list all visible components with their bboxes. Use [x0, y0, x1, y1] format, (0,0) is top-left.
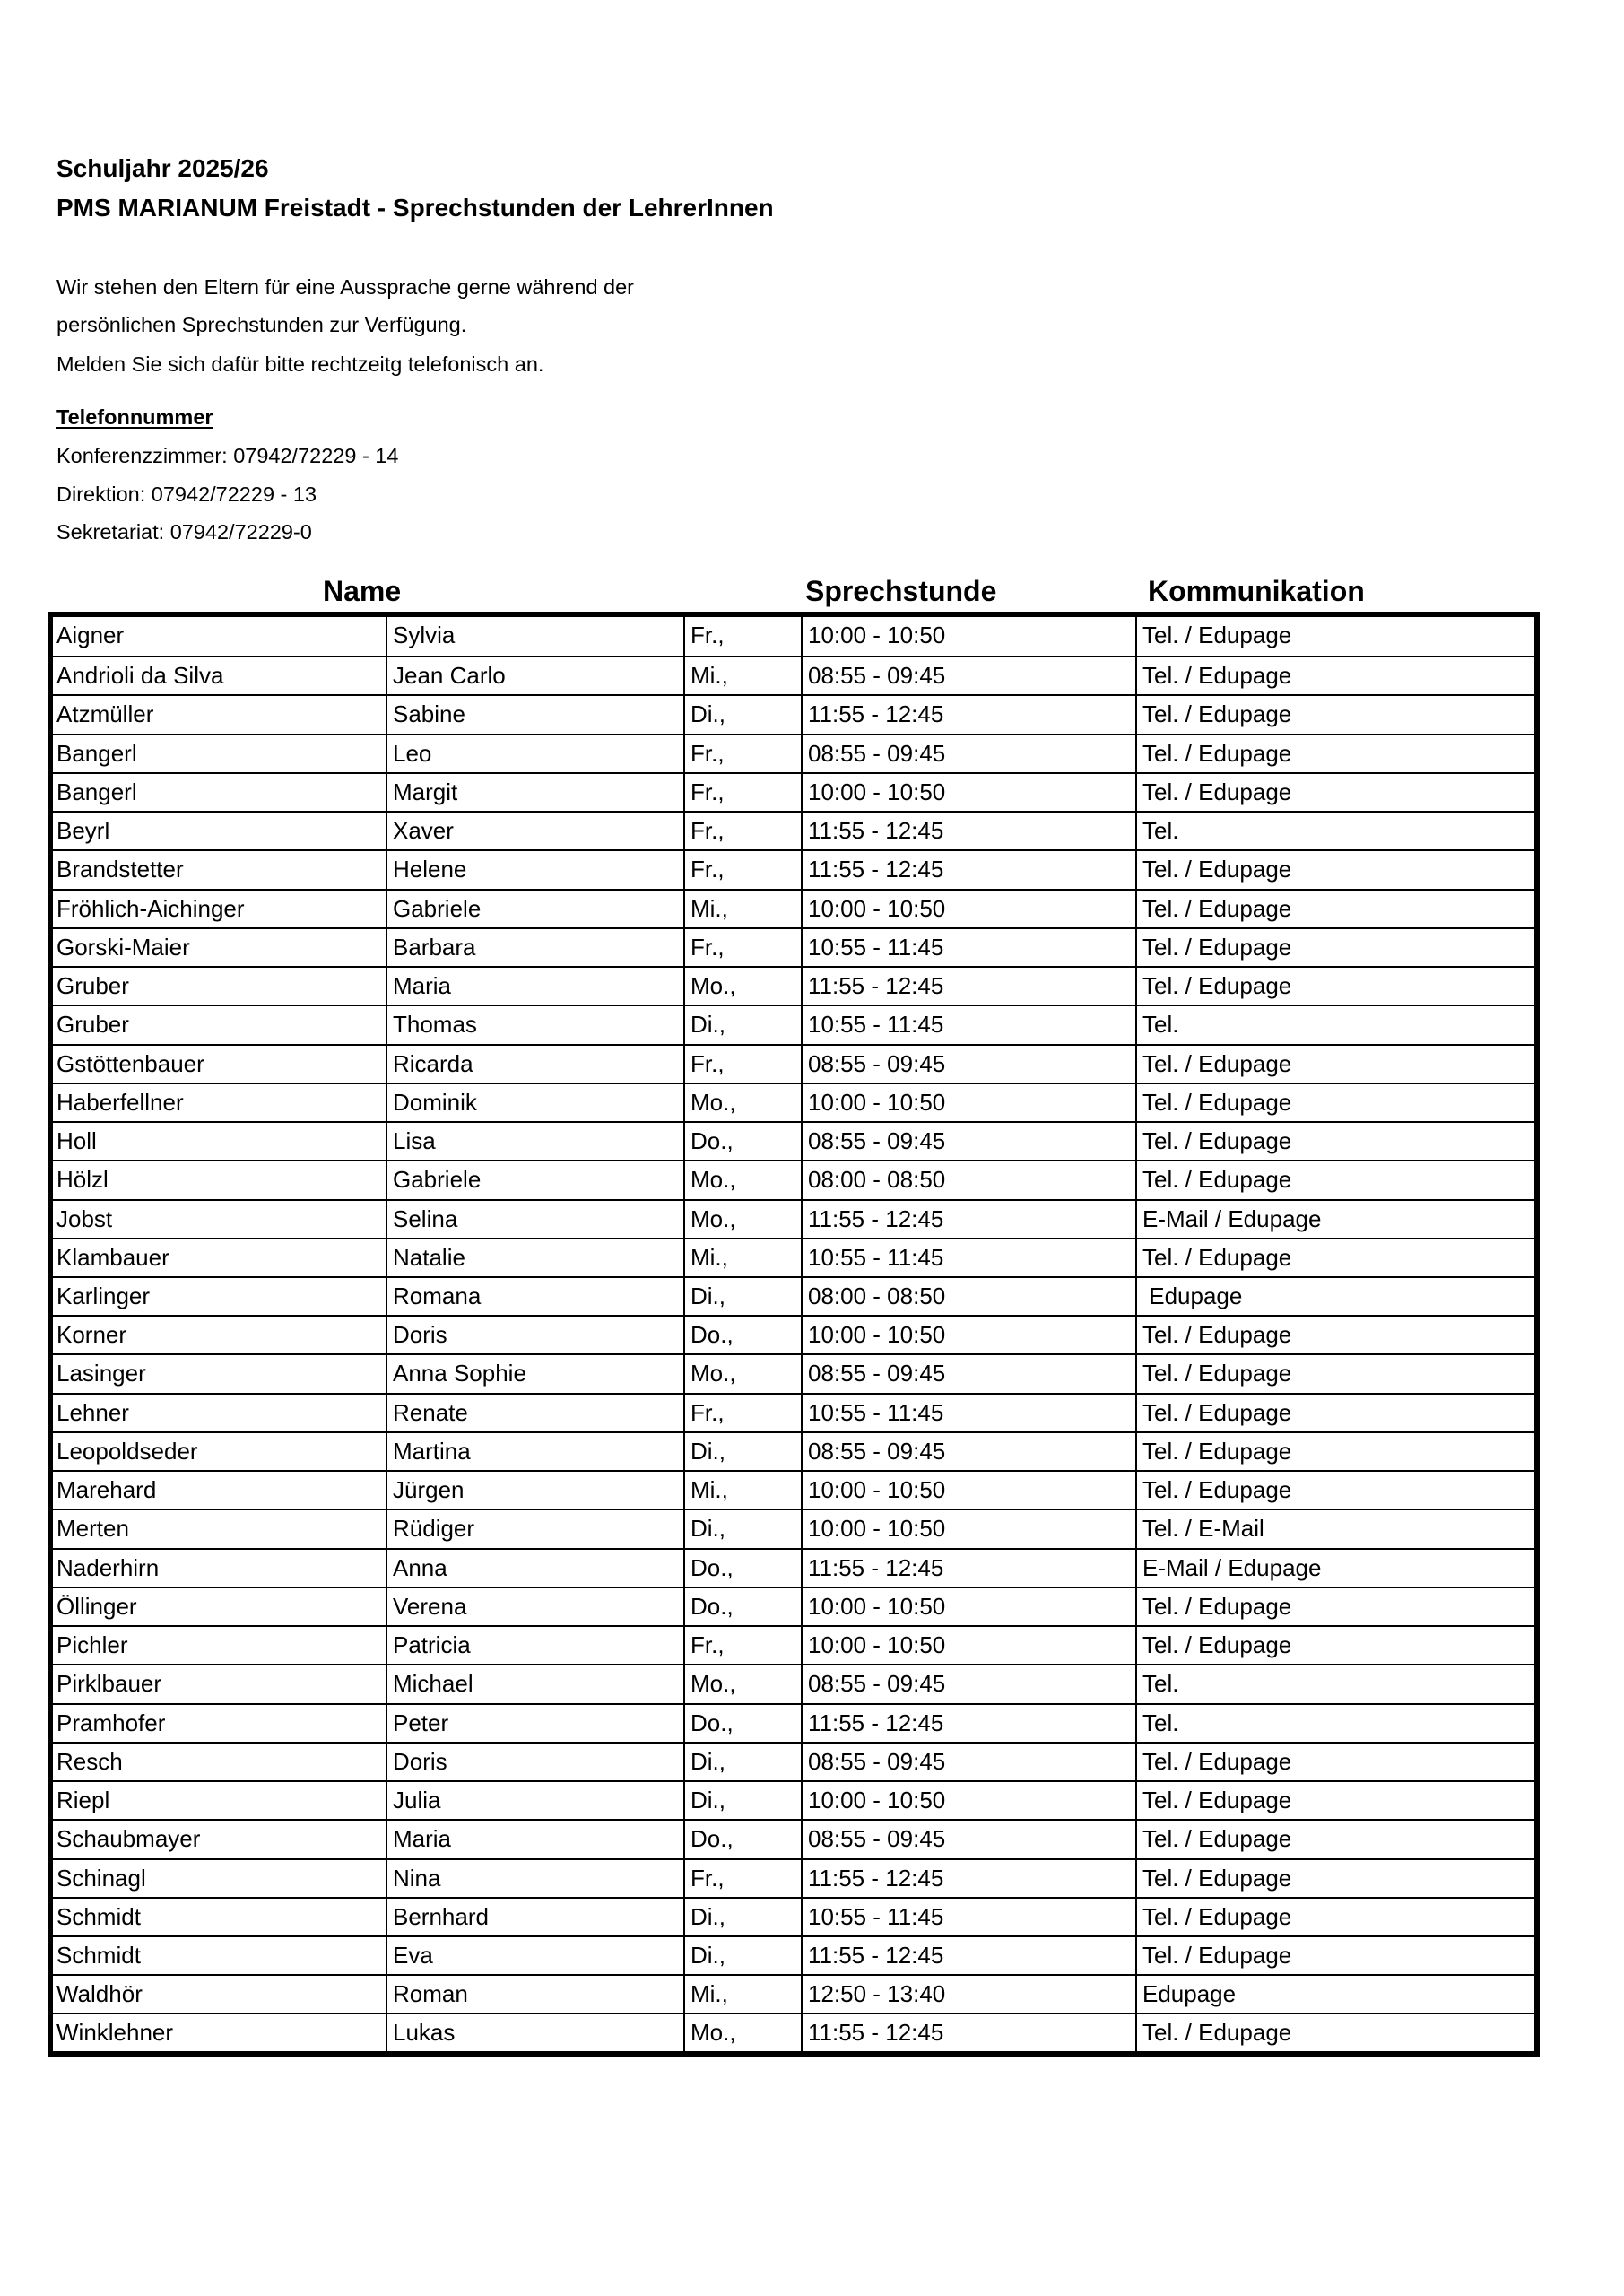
cell-last-name: Winklehner — [56, 2019, 174, 2047]
cell-last-name: Schmidt — [56, 1941, 141, 1969]
cell-first-name: Selina — [386, 1201, 683, 1238]
cell-communication: Tel. / Edupage — [1135, 1937, 1534, 1974]
cell-time: 11:55 - 12:45 — [801, 968, 1135, 1004]
cell-time: 08:55 - 09:45 — [801, 1433, 1135, 1470]
contact-line-sekretariat: Sekretariat: 07942/72229-0 — [56, 520, 312, 544]
cell-last-name: Beyrl — [56, 817, 110, 845]
cell-last-name: Schinagl — [56, 1864, 146, 1892]
cell-first-name: Martina — [386, 1433, 683, 1470]
cell-first-name: Maria — [386, 968, 683, 1004]
column-header-kommunikation: Kommunikation — [1148, 575, 1365, 607]
cell-first-name: Dominik — [386, 1084, 683, 1121]
cell-last-name: Pirklbauer — [56, 1670, 162, 1698]
cell-communication: Tel. / Edupage — [1135, 1627, 1534, 1664]
table-row — [53, 1315, 1534, 1353]
cell-first-name: Doris — [386, 1317, 683, 1353]
cell-communication: Tel. / Edupage — [1135, 696, 1534, 733]
cell-time: 08:55 - 09:45 — [801, 1821, 1135, 1857]
cell-last-name: Naderhirn — [56, 1553, 160, 1581]
cell-last-name: Korner — [56, 1321, 127, 1349]
cell-time: 10:55 - 11:45 — [801, 1239, 1135, 1276]
table-row — [53, 617, 1534, 656]
cell-last-name: Haberfellner — [56, 1088, 184, 1116]
cell-time: 11:55 - 12:45 — [801, 1860, 1135, 1897]
cell-day: Fr., — [683, 851, 801, 888]
cell-time: 11:55 - 12:45 — [801, 696, 1135, 733]
cell-time: 11:55 - 12:45 — [801, 2014, 1135, 2051]
cell-first-name: Helene — [386, 851, 683, 888]
cell-time: 10:55 - 11:45 — [801, 1006, 1135, 1043]
table-row — [53, 1664, 1534, 1702]
cell-time: 11:55 - 12:45 — [801, 813, 1135, 849]
table-row — [53, 1160, 1534, 1198]
cell-day: Mo., — [683, 1355, 801, 1392]
cell-time: 10:00 - 10:50 — [801, 1510, 1135, 1547]
cell-communication: Tel. — [1135, 1006, 1534, 1043]
cell-first-name: Gabriele — [386, 891, 683, 927]
cell-last-name: Riepl — [56, 1787, 110, 1814]
cell-time: 10:55 - 11:45 — [801, 929, 1135, 966]
cell-first-name: Patricia — [386, 1627, 683, 1664]
cell-day: Fr., — [683, 617, 801, 656]
cell-last-name: Leopoldseder — [56, 1437, 198, 1465]
cell-first-name: Verena — [386, 1588, 683, 1625]
cell-first-name: Lukas — [386, 2014, 683, 2051]
cell-first-name: Barbara — [386, 929, 683, 966]
cell-last-name: Bangerl — [56, 739, 137, 767]
table-row — [53, 656, 1534, 694]
cell-last-name: Karlinger — [56, 1282, 151, 1309]
cell-day: Do., — [683, 1550, 801, 1587]
cell-first-name: Maria — [386, 1821, 683, 1857]
cell-time: 10:55 - 11:45 — [801, 1395, 1135, 1431]
cell-communication: Tel. / Edupage — [1135, 929, 1534, 966]
cell-communication: Tel. / Edupage — [1135, 1046, 1534, 1083]
cell-time: 11:55 - 12:45 — [801, 1550, 1135, 1587]
cell-day: Di., — [683, 1006, 801, 1043]
cell-time: 10:00 - 10:50 — [801, 617, 1135, 656]
cell-communication: Tel. / Edupage — [1135, 1161, 1534, 1198]
cell-first-name: Roman — [386, 1976, 683, 2013]
intro-line: Wir stehen den Eltern für eine Aussprache gerne während der — [56, 275, 635, 299]
cell-day: Fr., — [683, 1627, 801, 1664]
cell-first-name: Sabine — [386, 696, 683, 733]
table-row — [53, 1548, 1534, 1587]
cell-time: 10:00 - 10:50 — [801, 1472, 1135, 1509]
cell-communication: Tel. — [1135, 1665, 1534, 1702]
table-row — [53, 1276, 1534, 1315]
cell-communication: Tel. / Edupage — [1135, 1084, 1534, 1121]
cell-day: Di., — [683, 1278, 801, 1315]
cell-last-name: Schmidt — [56, 1902, 141, 1930]
cell-day: Fr., — [683, 1860, 801, 1897]
cell-day: Do., — [683, 1123, 801, 1160]
cell-day: Mo., — [683, 1161, 801, 1198]
table-row — [53, 1470, 1534, 1509]
contact-line-direktion: Direktion: 07942/72229 - 13 — [56, 483, 317, 506]
cell-last-name: Brandstetter — [56, 856, 184, 883]
cell-communication: Tel. / Edupage — [1135, 1782, 1534, 1819]
cell-day: Di., — [683, 1433, 801, 1470]
cell-communication: Tel. / Edupage — [1135, 1395, 1534, 1431]
cell-first-name: Anna Sophie — [386, 1355, 683, 1392]
cell-last-name: Waldhör — [56, 1980, 143, 2008]
cell-time: 10:00 - 10:50 — [801, 1627, 1135, 1664]
table-row — [53, 2013, 1534, 2051]
cell-day: Di., — [683, 1744, 801, 1780]
cell-time: 12:50 - 13:40 — [801, 1976, 1135, 2013]
cell-time: 10:55 - 11:45 — [801, 1899, 1135, 1935]
cell-first-name: Romana — [386, 1278, 683, 1315]
table-row — [53, 966, 1534, 1004]
cell-first-name: Bernhard — [386, 1899, 683, 1935]
cell-day: Fr., — [683, 735, 801, 772]
cell-last-name: Hölzl — [56, 1166, 109, 1194]
cell-time: 08:00 - 08:50 — [801, 1278, 1135, 1315]
cell-day: Mo., — [683, 968, 801, 1004]
cell-communication: Tel. / Edupage — [1135, 2014, 1534, 2051]
table-row — [53, 1199, 1534, 1238]
table-row — [53, 811, 1534, 849]
cell-day: Do., — [683, 1317, 801, 1353]
table-row — [53, 1703, 1534, 1742]
cell-day: Fr., — [683, 774, 801, 811]
cell-day: Di., — [683, 1937, 801, 1974]
cell-day: Mo., — [683, 1201, 801, 1238]
cell-last-name: Marehard — [56, 1476, 157, 1504]
cell-last-name: Lasinger — [56, 1360, 146, 1387]
cell-time: 10:00 - 10:50 — [801, 1084, 1135, 1121]
table-row — [53, 1858, 1534, 1897]
table-row — [53, 1974, 1534, 2013]
table-row — [53, 694, 1534, 733]
cell-first-name: Lisa — [386, 1123, 683, 1160]
cell-first-name: Jürgen — [386, 1472, 683, 1509]
cell-time: 11:55 - 12:45 — [801, 1201, 1135, 1238]
cell-day: Di., — [683, 1782, 801, 1819]
cell-day: Di., — [683, 1510, 801, 1547]
cell-last-name: Lehner — [56, 1398, 129, 1426]
cell-last-name: Gstöttenbauer — [56, 1049, 204, 1077]
table-row — [53, 1238, 1534, 1276]
cell-last-name: Bangerl — [56, 778, 137, 805]
table-row — [53, 1121, 1534, 1160]
cell-communication: Tel. / Edupage — [1135, 1588, 1534, 1625]
cell-last-name: Gruber — [56, 1011, 129, 1039]
cell-first-name: Gabriele — [386, 1161, 683, 1198]
cell-communication: Tel. / Edupage — [1135, 1744, 1534, 1780]
cell-first-name: Xaver — [386, 813, 683, 849]
cell-last-name: Resch — [56, 1747, 123, 1775]
cell-communication: E-Mail / Edupage — [1135, 1201, 1534, 1238]
cell-time: 08:00 - 08:50 — [801, 1161, 1135, 1198]
cell-time: 08:55 - 09:45 — [801, 735, 1135, 772]
column-header-name: Name — [323, 575, 402, 607]
cell-communication: Tel. / Edupage — [1135, 617, 1534, 656]
contact-line-konferenzzimmer: Konferenzzimmer: 07942/72229 - 14 — [56, 444, 399, 467]
cell-time: 08:55 - 09:45 — [801, 1665, 1135, 1702]
cell-day: Mo., — [683, 1665, 801, 1702]
cell-day: Do., — [683, 1588, 801, 1625]
table-row — [53, 1509, 1534, 1547]
cell-day: Mo., — [683, 1084, 801, 1121]
cell-time: 11:55 - 12:45 — [801, 1937, 1135, 1974]
cell-time: 08:55 - 09:45 — [801, 1355, 1135, 1392]
cell-time: 10:00 - 10:50 — [801, 891, 1135, 927]
table-row — [53, 1625, 1534, 1664]
table-row — [53, 1393, 1534, 1431]
cell-day: Mi., — [683, 891, 801, 927]
table-row — [53, 1004, 1534, 1043]
cell-first-name: Doris — [386, 1744, 683, 1780]
cell-communication: Tel. / Edupage — [1135, 1123, 1534, 1160]
cell-last-name: Schaubmayer — [56, 1825, 201, 1853]
cell-communication: Tel. / Edupage — [1135, 735, 1534, 772]
table-row — [53, 734, 1534, 772]
cell-time: 08:55 - 09:45 — [801, 1046, 1135, 1083]
cell-first-name: Rüdiger — [386, 1510, 683, 1547]
table-row — [53, 1044, 1534, 1083]
cell-communication: Tel. / E-Mail — [1135, 1510, 1534, 1547]
cell-communication: Tel. / Edupage — [1135, 1355, 1534, 1392]
cell-time: 10:00 - 10:50 — [801, 1588, 1135, 1625]
cell-communication: Tel. — [1135, 813, 1534, 849]
cell-first-name: Michael — [386, 1665, 683, 1702]
table-row — [53, 1780, 1534, 1819]
cell-first-name: Leo — [386, 735, 683, 772]
cell-communication: Tel. / Edupage — [1135, 1239, 1534, 1276]
cell-last-name: Holl — [56, 1127, 97, 1155]
cell-communication: Edupage — [1135, 1976, 1534, 2013]
table-row — [53, 889, 1534, 927]
table-row — [53, 1897, 1534, 1935]
cell-communication: Tel. / Edupage — [1135, 1821, 1534, 1857]
cell-first-name: Eva — [386, 1937, 683, 1974]
cell-last-name: Jobst — [56, 1205, 113, 1232]
cell-communication: Tel. / Edupage — [1135, 1317, 1534, 1353]
cell-communication: Tel. / Edupage — [1135, 891, 1534, 927]
cell-communication: Tel. / Edupage — [1135, 774, 1534, 811]
table-row — [53, 1819, 1534, 1857]
cell-time: 08:55 - 09:45 — [801, 1744, 1135, 1780]
cell-last-name: Fröhlich-Aichinger — [56, 894, 245, 922]
table-row — [53, 1353, 1534, 1392]
cell-first-name: Jean Carlo — [386, 657, 683, 694]
cell-last-name: Pramhofer — [56, 1709, 166, 1736]
cell-first-name: Thomas — [386, 1006, 683, 1043]
cell-last-name: Aigner — [56, 622, 125, 648]
cell-last-name: Öllinger — [56, 1592, 137, 1620]
cell-communication: Tel. / Edupage — [1135, 1433, 1534, 1470]
cell-last-name: Gorski-Maier — [56, 933, 190, 961]
cell-day: Di., — [683, 696, 801, 733]
cell-communication: Tel. — [1135, 1705, 1534, 1742]
cell-day: Fr., — [683, 813, 801, 849]
table-row — [53, 772, 1534, 811]
cell-time: 10:00 - 10:50 — [801, 1782, 1135, 1819]
cell-time: 10:00 - 10:50 — [801, 1317, 1135, 1353]
cell-last-name: Klambauer — [56, 1243, 169, 1271]
table-row — [53, 1587, 1534, 1625]
cell-day: Do., — [683, 1821, 801, 1857]
intro-line: Melden Sie sich dafür bitte rechtzeitg telefonisch an. — [56, 352, 544, 376]
cell-first-name: Nina — [386, 1860, 683, 1897]
cell-day: Mo., — [683, 2014, 801, 2051]
cell-first-name: Peter — [386, 1705, 683, 1742]
page-title: PMS MARIANUM Freistadt - Sprechstunden der LehrerInnen — [56, 194, 774, 222]
cell-day: Mi., — [683, 657, 801, 694]
cell-time: 11:55 - 12:45 — [801, 851, 1135, 888]
cell-communication: Tel. / Edupage — [1135, 1860, 1534, 1897]
cell-day: Mi., — [683, 1976, 801, 2013]
cell-day: Mi., — [683, 1472, 801, 1509]
table-row — [53, 1935, 1534, 1974]
cell-last-name: Merten — [56, 1515, 129, 1543]
intro-line: persönlichen Sprechstunden zur Verfügung. — [56, 313, 467, 336]
cell-day: Mi., — [683, 1239, 801, 1276]
cell-first-name: Margit — [386, 774, 683, 811]
contact-heading: Telefonnummer — [56, 405, 213, 429]
cell-first-name: Julia — [386, 1782, 683, 1819]
cell-day: Fr., — [683, 1395, 801, 1431]
cell-communication: Tel. / Edupage — [1135, 1472, 1534, 1509]
cell-communication: Edupage — [1135, 1278, 1534, 1315]
cell-time: 10:00 - 10:50 — [801, 774, 1135, 811]
cell-first-name: Renate — [386, 1395, 683, 1431]
cell-time: 08:55 - 09:45 — [801, 1123, 1135, 1160]
table-row — [53, 927, 1534, 966]
school-year-heading: Schuljahr 2025/26 — [56, 154, 269, 182]
cell-time: 11:55 - 12:45 — [801, 1705, 1135, 1742]
office-hours-table — [48, 612, 1540, 2057]
cell-last-name: Gruber — [56, 972, 129, 1000]
table-row — [53, 849, 1534, 888]
cell-communication: Tel. / Edupage — [1135, 851, 1534, 888]
cell-first-name: Anna — [386, 1550, 683, 1587]
table-row — [53, 1431, 1534, 1470]
column-header-sprechstunde: Sprechstunde — [805, 575, 997, 607]
cell-last-name: Pichler — [56, 1631, 128, 1659]
cell-communication: Tel. / Edupage — [1135, 1899, 1534, 1935]
cell-last-name: Atzmüller — [56, 700, 154, 728]
cell-time: 08:55 - 09:45 — [801, 657, 1135, 694]
cell-day: Fr., — [683, 1046, 801, 1083]
cell-first-name: Sylvia — [386, 617, 683, 656]
cell-last-name: Andrioli da Silva — [56, 662, 224, 690]
cell-day: Fr., — [683, 929, 801, 966]
cell-communication: Tel. / Edupage — [1135, 968, 1534, 1004]
cell-day: Do., — [683, 1705, 801, 1742]
table-row — [53, 1742, 1534, 1780]
cell-first-name: Natalie — [386, 1239, 683, 1276]
cell-communication: Tel. / Edupage — [1135, 657, 1534, 694]
cell-communication: E-Mail / Edupage — [1135, 1550, 1534, 1587]
cell-first-name: Ricarda — [386, 1046, 683, 1083]
table-row — [53, 1083, 1534, 1121]
cell-day: Di., — [683, 1899, 801, 1935]
